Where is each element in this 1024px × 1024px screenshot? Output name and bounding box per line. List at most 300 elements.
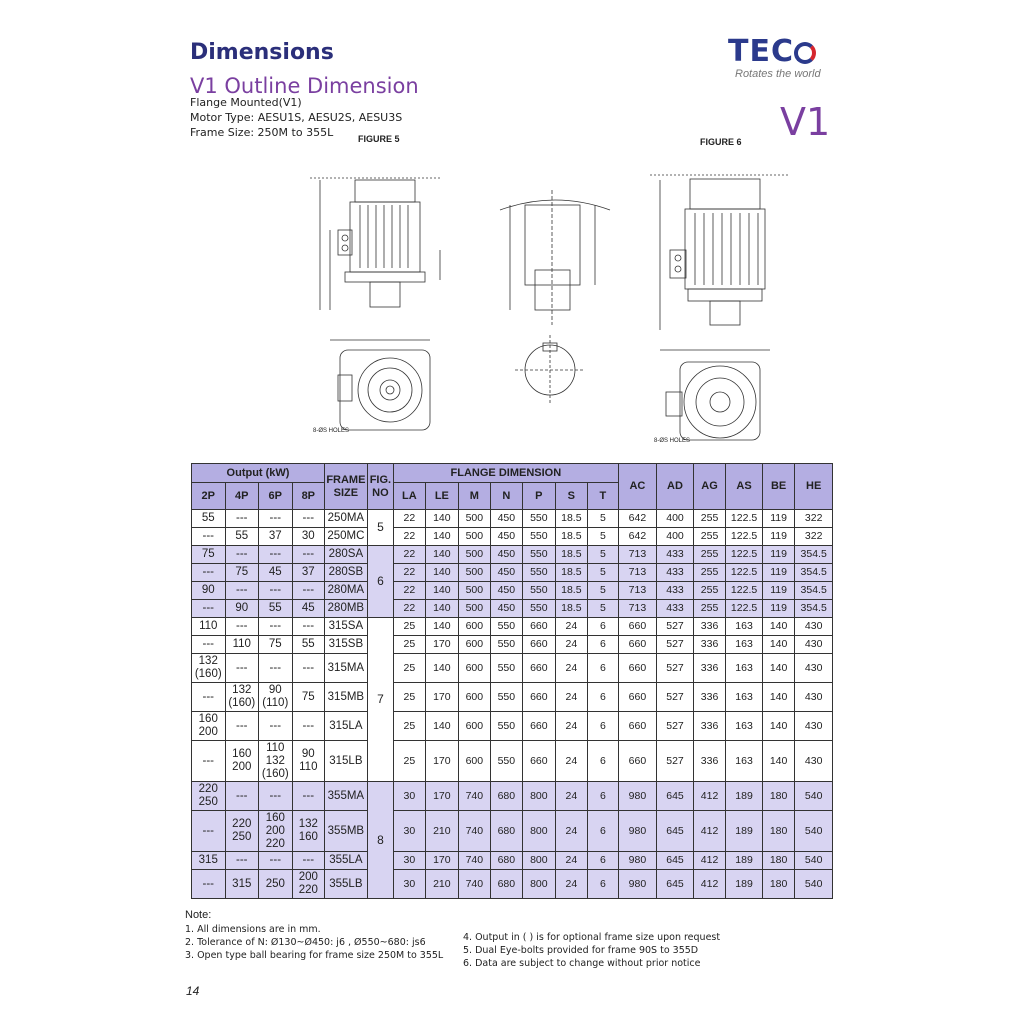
cell-as: 122.5 bbox=[726, 546, 763, 564]
cell-n: 550 bbox=[490, 741, 523, 782]
cell-t: 5 bbox=[588, 528, 619, 546]
cell-fig-no: 6 bbox=[367, 546, 393, 618]
cell-he: 430 bbox=[795, 683, 833, 712]
table-row bbox=[192, 870, 833, 899]
cell-ag: 255 bbox=[693, 564, 726, 582]
cell-line: 250 bbox=[232, 831, 252, 843]
dimension-table-body bbox=[192, 510, 833, 899]
cell-p2: --- bbox=[192, 564, 226, 582]
cell-le: 140 bbox=[425, 582, 459, 600]
cell-as: 122.5 bbox=[726, 582, 763, 600]
cell-ad: 527 bbox=[657, 618, 694, 636]
cell-m: 500 bbox=[459, 510, 490, 528]
cell-ad: 433 bbox=[657, 582, 694, 600]
cell-le: 170 bbox=[425, 636, 459, 654]
table-row bbox=[192, 528, 833, 546]
cell-ag: 336 bbox=[693, 654, 726, 683]
cell-be: 119 bbox=[762, 528, 795, 546]
cell-p8: 75 bbox=[292, 683, 325, 712]
cell-t: 5 bbox=[588, 564, 619, 582]
header-frame-size: FRAME SIZE bbox=[325, 464, 368, 510]
cell-n: 680 bbox=[490, 852, 523, 870]
cell-s: 24 bbox=[555, 782, 588, 811]
cell-line: 220 bbox=[265, 837, 285, 850]
figure-6-label: FIGURE 6 bbox=[700, 137, 742, 147]
cell-ad: 645 bbox=[657, 811, 694, 852]
cell-t: 5 bbox=[588, 510, 619, 528]
cell-ac: 980 bbox=[618, 782, 657, 811]
cell-n: 450 bbox=[490, 510, 523, 528]
cell-frame: 315SB bbox=[325, 636, 368, 654]
cell-frame: 315MB bbox=[325, 683, 368, 712]
cell-p8: --- bbox=[292, 852, 325, 870]
cell-be: 119 bbox=[762, 582, 795, 600]
cell-line: 132 bbox=[298, 818, 318, 830]
cell-le: 140 bbox=[425, 546, 459, 564]
note-3: 3. Open type ball bearing for frame size 250M to 355L bbox=[185, 950, 444, 961]
cell-p4: --- bbox=[225, 852, 259, 870]
table-row bbox=[192, 712, 833, 741]
cell-be: 140 bbox=[762, 683, 795, 712]
cell-p8: --- bbox=[292, 582, 325, 600]
cell-m: 600 bbox=[459, 636, 490, 654]
cell-s: 24 bbox=[555, 636, 588, 654]
cell-he: 540 bbox=[795, 782, 833, 811]
cell-la: 25 bbox=[394, 741, 425, 782]
cell-s: 24 bbox=[555, 654, 588, 683]
cell-line: (110) bbox=[262, 697, 289, 709]
cell-p: 550 bbox=[523, 546, 556, 564]
cell-ac: 660 bbox=[618, 712, 657, 741]
cell-frame: 250MC bbox=[325, 528, 368, 546]
cell-le: 210 bbox=[425, 811, 459, 852]
cell-p2 bbox=[192, 712, 226, 741]
cell-ag: 412 bbox=[693, 782, 726, 811]
cell-he: 430 bbox=[795, 618, 833, 636]
header-p: P bbox=[523, 483, 556, 510]
cell-le: 140 bbox=[425, 600, 459, 618]
header-2p: 2P bbox=[192, 483, 226, 510]
cell-n: 450 bbox=[490, 582, 523, 600]
cell-la: 22 bbox=[394, 528, 425, 546]
cell-n: 680 bbox=[490, 870, 523, 899]
cell-t: 5 bbox=[588, 600, 619, 618]
cell-ad: 527 bbox=[657, 636, 694, 654]
cell-p2: --- bbox=[192, 741, 226, 782]
cell-be: 140 bbox=[762, 741, 795, 782]
cell-ad: 433 bbox=[657, 564, 694, 582]
header-ag: AG bbox=[693, 464, 726, 510]
cell-p8: --- bbox=[292, 782, 325, 811]
cell-ag: 412 bbox=[693, 870, 726, 899]
cell-t: 6 bbox=[588, 654, 619, 683]
cell-ad: 527 bbox=[657, 654, 694, 683]
cell-p: 550 bbox=[523, 528, 556, 546]
cell-line: 110 bbox=[299, 761, 318, 773]
cell-ag: 336 bbox=[693, 683, 726, 712]
cell-p2: 75 bbox=[192, 546, 226, 564]
table-row bbox=[192, 600, 833, 618]
cell-p8: 37 bbox=[292, 564, 325, 582]
table-row bbox=[192, 852, 833, 870]
cell-m: 600 bbox=[459, 741, 490, 782]
cell-t: 6 bbox=[588, 618, 619, 636]
table-row bbox=[192, 654, 833, 683]
cell-t: 6 bbox=[588, 852, 619, 870]
cell-s: 18.5 bbox=[555, 546, 588, 564]
cell-n: 450 bbox=[490, 546, 523, 564]
cell-be: 140 bbox=[762, 636, 795, 654]
cell-frame: 315MA bbox=[325, 654, 368, 683]
cell-ag: 255 bbox=[693, 582, 726, 600]
cell-ad: 645 bbox=[657, 782, 694, 811]
cell-line: 200 bbox=[232, 761, 252, 773]
cell-p6 bbox=[259, 811, 293, 852]
cell-p: 800 bbox=[523, 782, 556, 811]
cell-line: 160 bbox=[198, 713, 218, 725]
cell-p6: 45 bbox=[259, 564, 293, 582]
table-row bbox=[192, 811, 833, 852]
cell-be: 119 bbox=[762, 546, 795, 564]
cell-line: (160) bbox=[228, 697, 256, 709]
cell-frame: 315SA bbox=[325, 618, 368, 636]
cell-m: 740 bbox=[459, 852, 490, 870]
cell-as: 163 bbox=[726, 654, 763, 683]
cell-line: 220 bbox=[198, 783, 218, 795]
cell-fig-no: 7 bbox=[367, 618, 393, 782]
cell-frame: 250MA bbox=[325, 510, 368, 528]
page-title: Dimensions bbox=[190, 40, 334, 65]
cell-p4: --- bbox=[225, 712, 259, 741]
cell-he: 430 bbox=[795, 636, 833, 654]
cell-p2: 315 bbox=[192, 852, 226, 870]
cell-p: 550 bbox=[523, 564, 556, 582]
cell-he: 540 bbox=[795, 852, 833, 870]
cell-m: 740 bbox=[459, 782, 490, 811]
cell-ag: 336 bbox=[693, 618, 726, 636]
cell-be: 140 bbox=[762, 618, 795, 636]
cell-be: 140 bbox=[762, 712, 795, 741]
header-ac: AC bbox=[618, 464, 657, 510]
cell-p8: 45 bbox=[292, 600, 325, 618]
header-s: S bbox=[555, 483, 588, 510]
cell-line: 200 bbox=[198, 726, 218, 738]
cell-p6: --- bbox=[259, 618, 293, 636]
cell-be: 180 bbox=[762, 811, 795, 852]
note-2: 2. Tolerance of N: Ø130~Ø450: j6 , Ø550~680: js6 bbox=[185, 937, 426, 948]
cell-line: 132 bbox=[232, 684, 252, 696]
cell-p6: --- bbox=[259, 654, 293, 683]
cell-t: 5 bbox=[588, 582, 619, 600]
cell-t: 6 bbox=[588, 811, 619, 852]
cell-p: 550 bbox=[523, 510, 556, 528]
table-row bbox=[192, 741, 833, 782]
cell-p6: --- bbox=[259, 510, 293, 528]
cell-line: 132 bbox=[198, 655, 218, 667]
logo-text: TEC bbox=[728, 34, 794, 69]
cell-n: 550 bbox=[490, 654, 523, 683]
dimension-table bbox=[191, 463, 833, 899]
brand-tagline: Rotates the world bbox=[735, 68, 821, 80]
cell-line: 160 bbox=[265, 811, 285, 824]
cell-as: 122.5 bbox=[726, 528, 763, 546]
cell-p2: --- bbox=[192, 636, 226, 654]
cell-fig-no: 5 bbox=[367, 510, 393, 546]
cell-ag: 336 bbox=[693, 712, 726, 741]
cell-frame: 355LB bbox=[325, 870, 368, 899]
logo-ring-icon bbox=[794, 42, 816, 64]
cell-p6: 37 bbox=[259, 528, 293, 546]
cell-p2: 90 bbox=[192, 582, 226, 600]
cell-p8: --- bbox=[292, 654, 325, 683]
cell-s: 18.5 bbox=[555, 564, 588, 582]
cell-n: 450 bbox=[490, 528, 523, 546]
cell-frame: 355MA bbox=[325, 782, 368, 811]
cell-line: 110 bbox=[266, 741, 285, 754]
cell-t: 6 bbox=[588, 712, 619, 741]
cell-s: 24 bbox=[555, 811, 588, 852]
cell-p6: --- bbox=[259, 782, 293, 811]
cell-m: 500 bbox=[459, 546, 490, 564]
cell-p8: 30 bbox=[292, 528, 325, 546]
cell-be: 180 bbox=[762, 870, 795, 899]
cell-n: 450 bbox=[490, 600, 523, 618]
cell-be: 180 bbox=[762, 782, 795, 811]
cell-ac: 713 bbox=[618, 564, 657, 582]
cell-ag: 255 bbox=[693, 510, 726, 528]
cell-le: 140 bbox=[425, 564, 459, 582]
table-row bbox=[192, 636, 833, 654]
cell-as: 163 bbox=[726, 683, 763, 712]
cell-s: 24 bbox=[555, 618, 588, 636]
cell-p4: 90 bbox=[225, 600, 259, 618]
cell-s: 24 bbox=[555, 852, 588, 870]
header-he: HE bbox=[795, 464, 833, 510]
cell-line: (160) bbox=[261, 767, 289, 780]
note-5: 5. Dual Eye-bolts provided for frame 90S to 355D bbox=[463, 945, 699, 956]
header-be: BE bbox=[762, 464, 795, 510]
cell-ac: 642 bbox=[618, 528, 657, 546]
cell-p6 bbox=[259, 741, 293, 782]
cell-m: 600 bbox=[459, 654, 490, 683]
cell-frame: 355MB bbox=[325, 811, 368, 852]
cell-ag: 336 bbox=[693, 636, 726, 654]
cell-line: 160 bbox=[232, 748, 252, 760]
cell-p6 bbox=[259, 683, 293, 712]
cell-p: 800 bbox=[523, 870, 556, 899]
section-subtitle: V1 Outline Dimension bbox=[190, 74, 419, 98]
header-la: LA bbox=[394, 483, 425, 510]
cell-t: 6 bbox=[588, 683, 619, 712]
cell-p2: --- bbox=[192, 600, 226, 618]
cell-le: 170 bbox=[425, 782, 459, 811]
table-row bbox=[192, 618, 833, 636]
cell-line: 250 bbox=[198, 796, 218, 808]
cell-ag: 336 bbox=[693, 741, 726, 782]
cell-p4: --- bbox=[225, 782, 259, 811]
header-ad: AD bbox=[657, 464, 694, 510]
cell-ac: 980 bbox=[618, 811, 657, 852]
cell-ac: 713 bbox=[618, 582, 657, 600]
cell-p: 660 bbox=[523, 618, 556, 636]
cell-p: 660 bbox=[523, 654, 556, 683]
cell-p2: --- bbox=[192, 528, 226, 546]
cell-ad: 433 bbox=[657, 546, 694, 564]
cell-le: 140 bbox=[425, 510, 459, 528]
cell-as: 189 bbox=[726, 782, 763, 811]
cell-p4: 55 bbox=[225, 528, 259, 546]
cell-p2: --- bbox=[192, 811, 226, 852]
cell-p4: 315 bbox=[225, 870, 259, 899]
cell-p: 550 bbox=[523, 600, 556, 618]
cell-frame: 355LA bbox=[325, 852, 368, 870]
cell-ad: 645 bbox=[657, 852, 694, 870]
fig5-holes-label: 8-ØS HOLES bbox=[313, 428, 350, 434]
cell-ac: 660 bbox=[618, 618, 657, 636]
cell-be: 119 bbox=[762, 564, 795, 582]
cell-le: 170 bbox=[425, 852, 459, 870]
cell-p2: --- bbox=[192, 683, 226, 712]
cell-m: 740 bbox=[459, 870, 490, 899]
cell-he: 540 bbox=[795, 811, 833, 852]
cell-t: 6 bbox=[588, 870, 619, 899]
cell-la: 30 bbox=[394, 852, 425, 870]
header-n: N bbox=[490, 483, 523, 510]
cell-as: 163 bbox=[726, 618, 763, 636]
header-8p: 8P bbox=[292, 483, 325, 510]
cell-s: 24 bbox=[555, 712, 588, 741]
motor-type-text: Motor Type: AESU1S, AESU2S, AESU3S bbox=[190, 111, 403, 124]
cell-t: 5 bbox=[588, 546, 619, 564]
cell-ad: 527 bbox=[657, 683, 694, 712]
cell-p8 bbox=[292, 811, 325, 852]
cell-n: 680 bbox=[490, 782, 523, 811]
cell-ad: 527 bbox=[657, 712, 694, 741]
cell-la: 25 bbox=[394, 618, 425, 636]
table-row bbox=[192, 546, 833, 564]
cell-ac: 642 bbox=[618, 510, 657, 528]
cell-p: 660 bbox=[523, 741, 556, 782]
cell-p: 550 bbox=[523, 582, 556, 600]
cell-be: 119 bbox=[762, 600, 795, 618]
frame-size-text: Frame Size: 250M to 355L bbox=[190, 126, 334, 139]
header-4p: 4P bbox=[225, 483, 259, 510]
cell-he: 540 bbox=[795, 870, 833, 899]
cell-p: 660 bbox=[523, 683, 556, 712]
cell-le: 210 bbox=[425, 870, 459, 899]
header-le: LE bbox=[425, 483, 459, 510]
cell-line: 90 bbox=[268, 684, 282, 696]
cell-he: 430 bbox=[795, 654, 833, 683]
cell-la: 25 bbox=[394, 683, 425, 712]
cell-as: 122.5 bbox=[726, 600, 763, 618]
cell-as: 189 bbox=[726, 852, 763, 870]
cell-p: 800 bbox=[523, 852, 556, 870]
cell-la: 30 bbox=[394, 782, 425, 811]
fig6-holes-label: 8-ØS HOLES bbox=[654, 438, 691, 444]
cell-n: 550 bbox=[490, 636, 523, 654]
cell-la: 30 bbox=[394, 811, 425, 852]
cell-p8: --- bbox=[292, 510, 325, 528]
note-6: 6. Data are subject to change without prior notice bbox=[463, 958, 701, 969]
cell-line: (160) bbox=[194, 668, 222, 680]
cell-s: 18.5 bbox=[555, 600, 588, 618]
cell-frame: 280MB bbox=[325, 600, 368, 618]
cell-s: 24 bbox=[555, 683, 588, 712]
cell-n: 450 bbox=[490, 564, 523, 582]
cell-p4: --- bbox=[225, 546, 259, 564]
cell-ag: 255 bbox=[693, 600, 726, 618]
cell-ac: 660 bbox=[618, 636, 657, 654]
header-t: T bbox=[588, 483, 619, 510]
cell-la: 25 bbox=[394, 712, 425, 741]
cell-m: 500 bbox=[459, 582, 490, 600]
cell-p8: --- bbox=[292, 618, 325, 636]
cell-le: 170 bbox=[425, 683, 459, 712]
cell-line: 90 bbox=[301, 748, 315, 760]
cell-line: 200 bbox=[265, 824, 285, 837]
cell-be: 140 bbox=[762, 654, 795, 683]
cell-t: 6 bbox=[588, 636, 619, 654]
cell-t: 6 bbox=[588, 741, 619, 782]
cell-he: 354.5 bbox=[795, 564, 833, 582]
header-6p: 6P bbox=[259, 483, 293, 510]
cell-s: 18.5 bbox=[555, 528, 588, 546]
cell-p2: 110 bbox=[192, 618, 226, 636]
cell-frame: 315LB bbox=[325, 741, 368, 782]
shaft-section-drawing bbox=[495, 185, 615, 330]
cell-as: 189 bbox=[726, 811, 763, 852]
cell-m: 500 bbox=[459, 600, 490, 618]
cell-be: 119 bbox=[762, 510, 795, 528]
cell-he: 430 bbox=[795, 741, 833, 782]
table-row bbox=[192, 683, 833, 712]
cell-p: 800 bbox=[523, 811, 556, 852]
cell-m: 500 bbox=[459, 564, 490, 582]
cell-p2 bbox=[192, 782, 226, 811]
cell-as: 163 bbox=[726, 712, 763, 741]
cell-line: 220 bbox=[232, 818, 252, 830]
cell-le: 170 bbox=[425, 741, 459, 782]
cell-p: 660 bbox=[523, 712, 556, 741]
cell-la: 22 bbox=[394, 582, 425, 600]
figure-5-end-view-drawing bbox=[310, 330, 450, 440]
notes-title: Note: bbox=[185, 909, 212, 921]
header-flange-dimension: FLANGE DIMENSION bbox=[394, 464, 619, 483]
cell-p: 660 bbox=[523, 636, 556, 654]
cell-ac: 660 bbox=[618, 741, 657, 782]
cell-as: 122.5 bbox=[726, 564, 763, 582]
header-fig-no: FIG. NO bbox=[367, 464, 393, 510]
cell-la: 30 bbox=[394, 870, 425, 899]
cell-m: 740 bbox=[459, 811, 490, 852]
cell-p4 bbox=[225, 741, 259, 782]
page-number: 14 bbox=[186, 984, 200, 998]
cell-n: 550 bbox=[490, 712, 523, 741]
cell-p8: --- bbox=[292, 712, 325, 741]
cell-he: 354.5 bbox=[795, 582, 833, 600]
cell-fig-no: 8 bbox=[367, 782, 393, 899]
cell-ad: 527 bbox=[657, 741, 694, 782]
cell-m: 600 bbox=[459, 683, 490, 712]
cell-n: 550 bbox=[490, 683, 523, 712]
cell-p4: --- bbox=[225, 510, 259, 528]
series-label: V1 bbox=[780, 100, 831, 144]
table-row bbox=[192, 782, 833, 811]
cell-frame: 280SA bbox=[325, 546, 368, 564]
table-row bbox=[192, 510, 833, 528]
cell-he: 322 bbox=[795, 510, 833, 528]
